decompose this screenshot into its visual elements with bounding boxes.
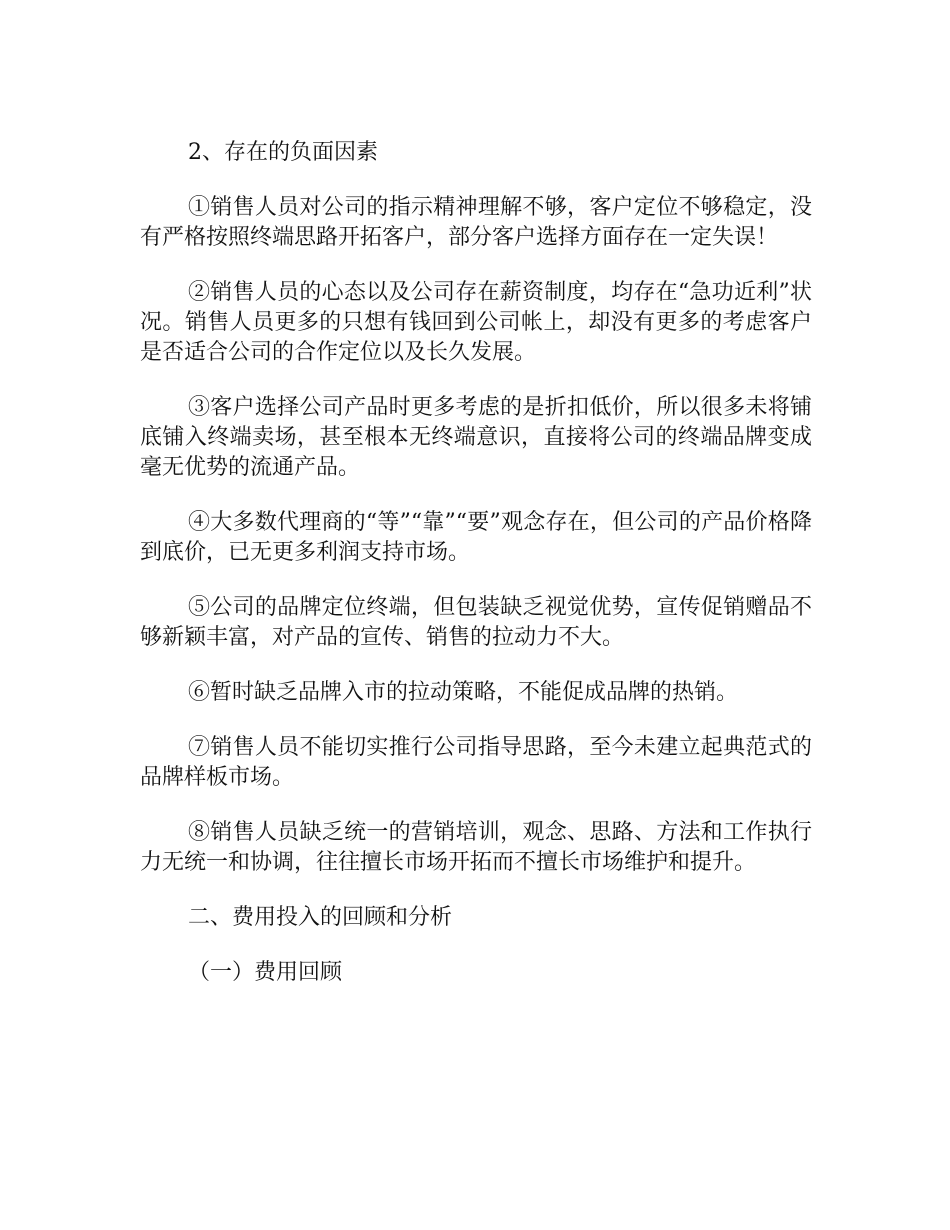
document-body (140, 138, 812, 988)
list-item-7: ⑦销售人员不能切实推行公司指导思路，至今未建立起典范式的品牌样板市场。 (140, 735, 812, 790)
list-item-2: ②销售人员的心态以及公司存在薪资制度，均存在“急功近利”状况。销售人员更多的只想有钱回到公司帐上，却没有更多的考虑客户是否适合公司的合作定位以及长久发展。 (140, 280, 812, 365)
list-item-3: ③客户选择公司产品时更多考虑的是折扣低价，所以很多未将铺底铺入终端卖场，甚至根本无终端意识，直接将公司的终端品牌变成毫无优势的流通产品。 (140, 395, 812, 480)
subsection-title: （一）费用回顾 (188, 960, 343, 985)
list-item-5: ⑤公司的品牌定位终端，但包装缺乏视觉优势，宣传促销赠品不够新颖丰富，对产品的宣传、销售的拉动力不大。 (140, 595, 812, 650)
list-item-6: ⑥暂时缺乏品牌入市的拉动策略，不能促成品牌的热销。 (188, 680, 739, 705)
list-item-8: ⑧销售人员缺乏统一的营销培训，观念、思路、方法和工作执行力无统一和协调，往往擅长市场开拓而不擅长市场维护和提升。 (140, 820, 812, 875)
list-item-4: ④大多数代理商的“等”“靠”“要”观念存在，但公司的产品价格降到底价，已无更多利润支持市场。 (140, 510, 812, 565)
list-item-1: ①销售人员对公司的指示精神理解不够，客户定位不够稳定，没有严格按照终端思路开拓客户，部分客户选择方面存在一定失误！ (140, 195, 812, 250)
heading-negative-factors: 2、存在的负面因素 (188, 140, 378, 165)
section-title: 二、费用投入的回顾和分析 (188, 905, 453, 930)
